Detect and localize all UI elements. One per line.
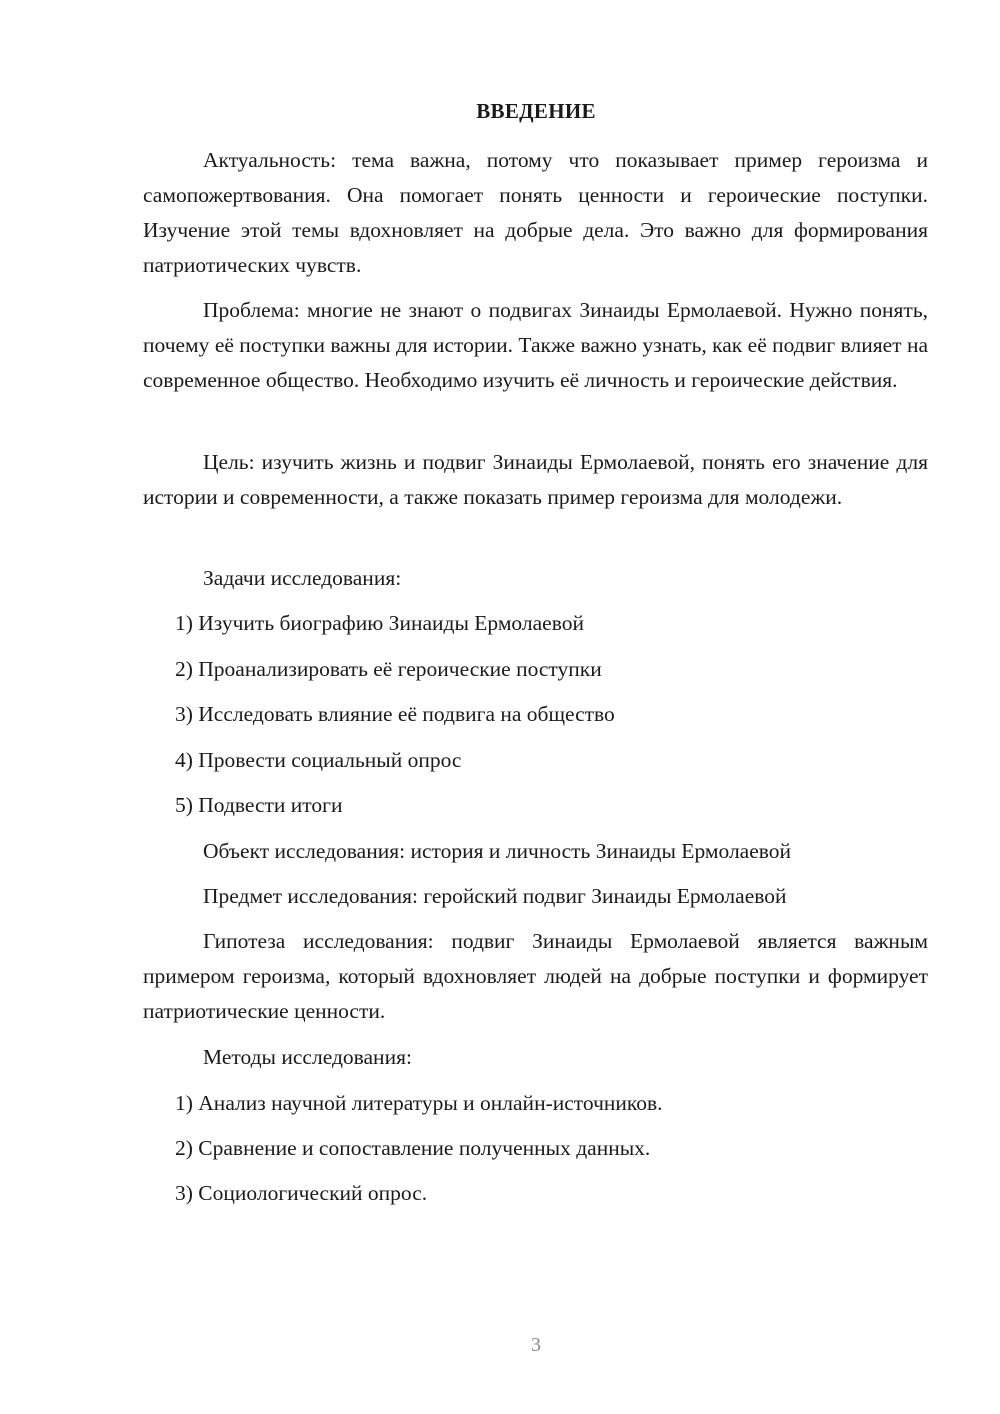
problem-paragraph: Проблема: многие не знают о подвигах Зинаиды Ермолаевой. Нужно понять, почему её поступки важны для истории. Также важно узнать, как её подвиг влияет на современное общество. Необходимо изучить её личность и героические действия. <box>143 298 928 392</box>
tasks-heading: Задачи исследования: <box>203 566 402 590</box>
list-item: 2) Проанализировать её героические поступки <box>175 657 602 681</box>
methods-heading: Методы исследования: <box>203 1045 412 1069</box>
list-item: 5) Подвести итоги <box>175 793 343 817</box>
goal-paragraph: Цель: изучить жизнь и подвиг Зинаиды Ермолаевой, понять его значение для истории и современности, а также показать пример героизма для молодежи. <box>143 450 928 509</box>
relevance-paragraph: Актуальность: тема важна, потому что показывает пример героизма и самопожертвования. Она помогает понять ценности и героические поступки. Изучение этой темы вдохновляет на добрые дела. Это важно для формирования патриотических чувств. <box>143 148 928 277</box>
list-item: 2) Сравнение и сопоставление полученных данных. <box>175 1136 651 1160</box>
hypothesis-paragraph: Гипотеза исследования: подвиг Зинаиды Ермолаевой является важным примером героизма, который вдохновляет людей на добрые поступки и формирует патриотические ценности. <box>143 929 928 1023</box>
page-number: 3 <box>531 1334 541 1356</box>
list-item: 3) Социологический опрос. <box>175 1181 428 1205</box>
list-item: 1) Изучить биографию Зинаиды Ермолаевой <box>175 611 584 635</box>
research-subject: Предмет исследования: геройский подвиг Зинаиды Ермолаевой <box>203 884 787 908</box>
research-object: Объект исследования: история и личность Зинаиды Ермолаевой <box>203 839 792 863</box>
list-item: 3) Исследовать влияние её подвига на общество <box>175 702 615 726</box>
list-item: 1) Анализ научной литературы и онлайн-источников. <box>175 1091 663 1115</box>
list-item: 4) Провести социальный опрос <box>175 748 462 772</box>
page-title: ВВЕДЕНИЕ <box>476 99 596 123</box>
